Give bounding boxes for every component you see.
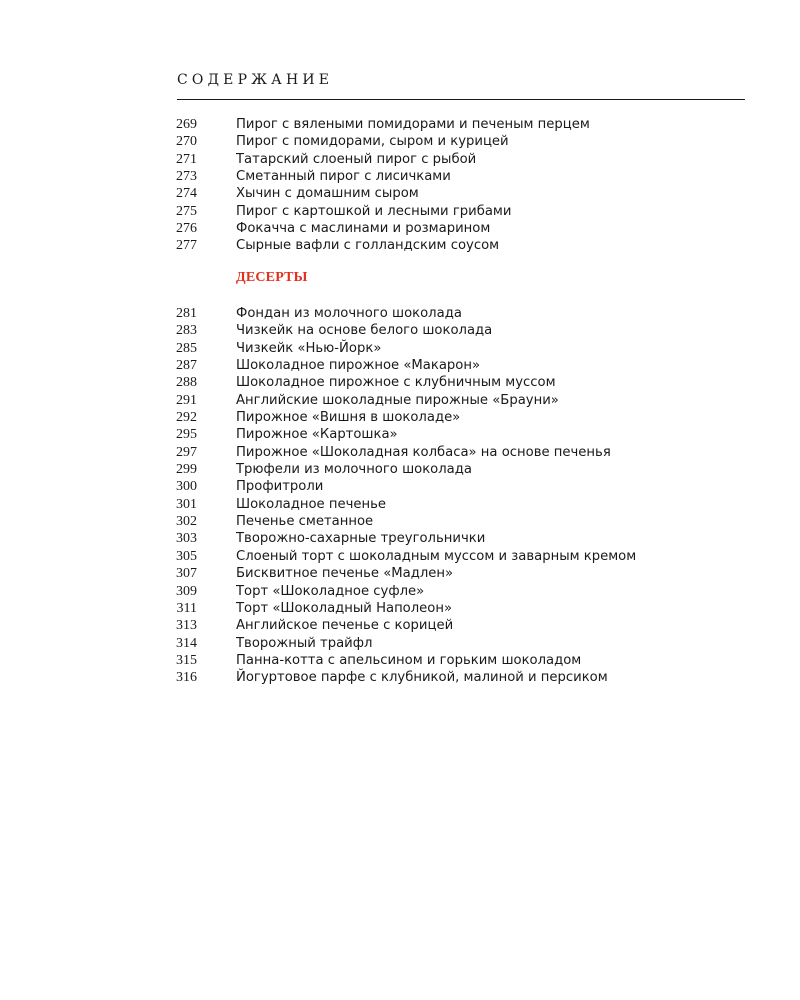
toc-entry[interactable] (0, 357, 800, 374)
toc-page-number: 307 (176, 566, 197, 582)
toc-entry[interactable] (0, 530, 800, 547)
toc-page-number: 302 (176, 514, 197, 530)
toc-page-number: 315 (176, 652, 197, 668)
section-heading-desserts: ДЕСЕРТЫ (236, 270, 308, 285)
toc-entry-title: Сырные вафли с голландским соусом (236, 238, 500, 254)
toc-page-number: 300 (176, 479, 197, 495)
toc-entry-title: Хычин с домашним сыром (236, 186, 419, 202)
toc-entry-title: Сметанный пирог с лисичками (236, 169, 451, 185)
toc-entry-title: Творожно-сахарные треугольнички (236, 531, 486, 547)
toc-list (0, 116, 800, 255)
toc-entry-title: Трюфели из молочного шоколада (236, 462, 472, 478)
toc-entry[interactable] (0, 461, 800, 478)
toc-entry-title: Английские шоколадные пирожные «Брауни» (236, 392, 559, 408)
toc-page-number: 285 (176, 340, 197, 356)
toc-page-number: 275 (176, 203, 197, 219)
toc-page-number: 270 (176, 134, 197, 150)
toc-page-number: 276 (176, 221, 197, 237)
toc-entry[interactable] (0, 565, 800, 582)
toc-entry-title: Панна-котта с апельсином и горьким шоколадом (236, 652, 582, 668)
page-title: СОДЕРЖАНИЕ (177, 72, 334, 88)
toc-page-number: 281 (176, 306, 197, 321)
toc-entry[interactable] (0, 478, 800, 495)
toc-page-number: 297 (176, 444, 197, 460)
toc-entry[interactable] (0, 220, 800, 237)
toc-page-number: 309 (176, 583, 197, 599)
toc-page-number: 274 (176, 186, 197, 202)
toc-page-number: 288 (176, 375, 197, 391)
toc-entry[interactable] (0, 237, 800, 254)
toc-entry[interactable] (0, 168, 800, 185)
toc-page-number: 277 (176, 238, 197, 254)
toc-entry-title: Татарский слоеный пирог с рыбой (236, 151, 477, 167)
toc-entry[interactable] (0, 203, 800, 220)
toc-entry[interactable] (0, 374, 800, 391)
toc-page-number: 314 (176, 635, 197, 651)
toc-entry-title: Слоеный торт с шоколадным муссом и заварным кремом (236, 548, 637, 564)
toc-entry-title: Шоколадное пирожное с клубничным муссом (236, 375, 556, 391)
toc-entry-title: Шоколадное пирожное «Макарон» (236, 358, 481, 374)
toc-page-number: 301 (176, 496, 197, 512)
toc-entry-title: Творожный трайфл (236, 635, 373, 651)
toc-entry[interactable] (0, 409, 800, 426)
toc-entry-title: Печенье сметанное (236, 514, 374, 530)
toc-entry-title: Профитроли (236, 479, 324, 495)
toc-entry[interactable] (0, 669, 800, 686)
toc-entry[interactable] (0, 392, 800, 409)
toc-entry[interactable] (0, 340, 800, 357)
toc-page-number: 273 (176, 169, 197, 185)
toc-entry[interactable] (0, 496, 800, 513)
toc-entry[interactable] (0, 444, 800, 461)
toc-entry-title: Английское печенье с корицей (236, 618, 454, 634)
toc-entry[interactable] (0, 426, 800, 443)
toc-entry-title: Пирог с вялеными помидорами и печеным перцем (236, 117, 590, 132)
toc-entry[interactable] (0, 151, 800, 168)
toc-entry[interactable] (0, 617, 800, 634)
toc-entry-title: Йогуртовое парфе с клубникой, малиной и персиком (236, 670, 608, 686)
toc-page-number: 283 (176, 323, 197, 339)
toc-page-number: 295 (176, 427, 197, 443)
toc-entry-title: Торт «Шоколадный Наполеон» (236, 600, 453, 616)
toc-entry[interactable] (0, 116, 800, 133)
toc-entry-title: Пирожное «Картошка» (236, 427, 398, 443)
toc-page-number: 292 (176, 410, 197, 426)
toc-entry[interactable] (0, 583, 800, 600)
toc-entry-title: Пирожное «Вишня в шоколаде» (236, 410, 461, 426)
toc-entry[interactable] (0, 652, 800, 669)
toc-page-number: 287 (176, 358, 197, 374)
toc-entry[interactable] (0, 600, 800, 617)
toc-page-number: 305 (176, 548, 197, 564)
toc-entry-title: Фокачча с маслинами и розмарином (236, 221, 491, 237)
toc-entry[interactable] (0, 513, 800, 530)
toc-page-number: 291 (176, 392, 197, 408)
toc-list-desserts (0, 305, 800, 687)
toc-page-number: 316 (176, 670, 197, 686)
toc-entry-title: Торт «Шоколадное суфле» (236, 583, 425, 599)
toc-page-number: 313 (176, 618, 197, 634)
toc-entry-title: Шоколадное печенье (236, 496, 386, 512)
toc-entry-title: Чизкейк «Нью-Йорк» (236, 340, 382, 356)
toc-entry[interactable] (0, 305, 800, 322)
header-rule (177, 99, 745, 100)
toc-page-number: 299 (176, 462, 197, 478)
toc-page-number: 303 (176, 531, 197, 547)
toc-page-number: 311 (176, 600, 197, 616)
toc-entry[interactable] (0, 548, 800, 565)
toc-entry-title: Пирог с картошкой и лесными грибами (236, 203, 512, 219)
toc-page-number: 271 (176, 151, 197, 167)
toc-entry-title: Чизкейк на основе белого шоколада (236, 323, 493, 339)
toc-entry[interactable] (0, 322, 800, 339)
toc-entry-title: Бисквитное печенье «Мадлен» (236, 566, 454, 582)
toc-entry-title: Фондан из молочного шоколада (236, 306, 462, 321)
toc-entry[interactable] (0, 133, 800, 150)
toc-entry[interactable] (0, 635, 800, 652)
toc-page-number: 269 (176, 117, 197, 132)
toc-entry-title: Пирог с помидорами, сыром и курицей (236, 134, 509, 150)
toc-entry-title: Пирожное «Шоколадная колбаса» на основе печенья (236, 444, 611, 460)
toc-entry[interactable] (0, 185, 800, 202)
